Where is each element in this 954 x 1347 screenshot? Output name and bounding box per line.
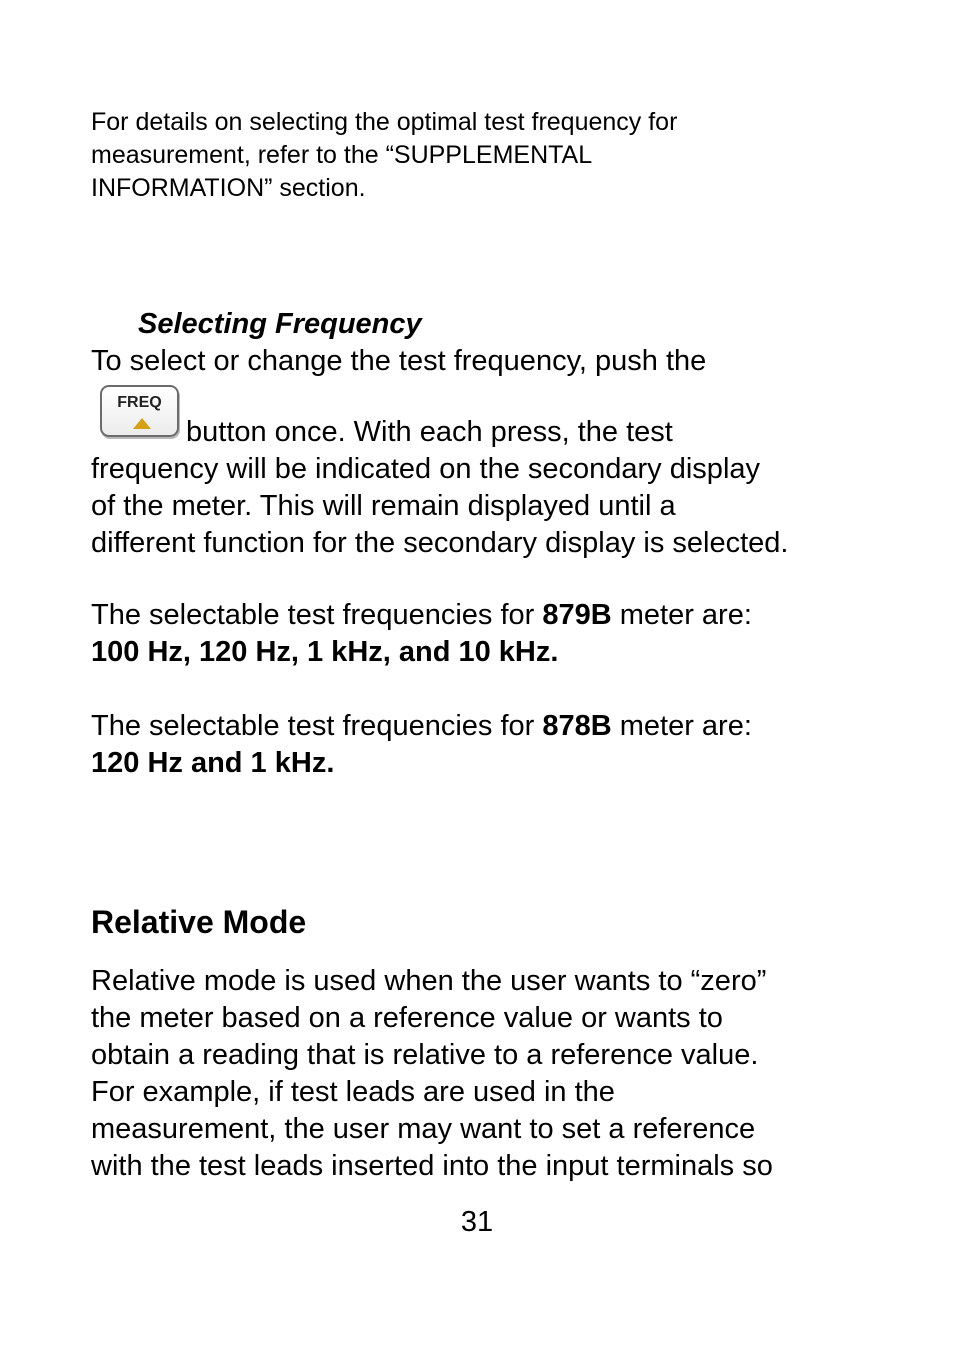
- frequencies-879b-intro: [91, 597, 752, 634]
- intro-line: INFORMATION” section.: [91, 174, 366, 202]
- frequencies-879b-values: 100 Hz, 120 Hz, 1 kHz, and 10 kHz.: [91, 636, 559, 668]
- selecting-frequency-line: To select or change the test frequency, push the: [91, 345, 707, 377]
- relative-mode-line: For example, if test leads are used in the: [91, 1076, 615, 1108]
- page-number: 31: [460, 1206, 494, 1238]
- selecting-frequency-line: different function for the secondary display is selected.: [91, 527, 789, 559]
- intro-paragraph: [91, 106, 851, 205]
- frequencies-878b-prefix: The selectable test frequencies for: [91, 710, 543, 742]
- relative-mode-paragraph: [91, 963, 773, 1185]
- model-878b: 878B: [542, 710, 612, 742]
- relative-mode-line: the meter based on a reference value or wants to: [91, 1002, 723, 1034]
- selecting-frequency-heading: Selecting Frequency: [138, 308, 422, 340]
- frequencies-879b-suffix: meter are:: [611, 599, 752, 631]
- frequencies-878b-suffix: meter are:: [611, 710, 752, 742]
- intro-line: measurement, refer to the “SUPPLEMENTAL: [91, 141, 593, 169]
- relative-mode-line: with the test leads inserted into the input terminals so: [91, 1150, 773, 1182]
- frequencies-878b-intro: [91, 708, 752, 745]
- intro-line: For details on selecting the optimal test frequency for: [91, 108, 678, 136]
- relative-mode-line: obtain a reading that is relative to a reference value.: [91, 1039, 759, 1071]
- selecting-frequency-line: button once. With each press, the test: [186, 416, 673, 448]
- selecting-frequency-line: frequency will be indicated on the secondary display: [91, 453, 761, 485]
- frequencies-879b-prefix: The selectable test frequencies for: [91, 599, 543, 631]
- frequencies-878b-values: 120 Hz and 1 kHz.: [91, 747, 335, 779]
- selecting-frequency-paragraph: [91, 414, 788, 562]
- model-879b: 879B: [542, 599, 612, 631]
- relative-mode-heading: Relative Mode: [91, 904, 307, 940]
- selecting-frequency-line: of the meter. This will remain displayed until a: [91, 490, 676, 522]
- relative-mode-line: Relative mode is used when the user wants to “zero”: [91, 965, 767, 997]
- relative-mode-line: measurement, the user may want to set a reference: [91, 1113, 756, 1145]
- frequencies-879b-paragraph: [91, 597, 752, 671]
- freq-button-label: FREQ: [117, 394, 162, 411]
- frequencies-878b-paragraph: [91, 708, 752, 782]
